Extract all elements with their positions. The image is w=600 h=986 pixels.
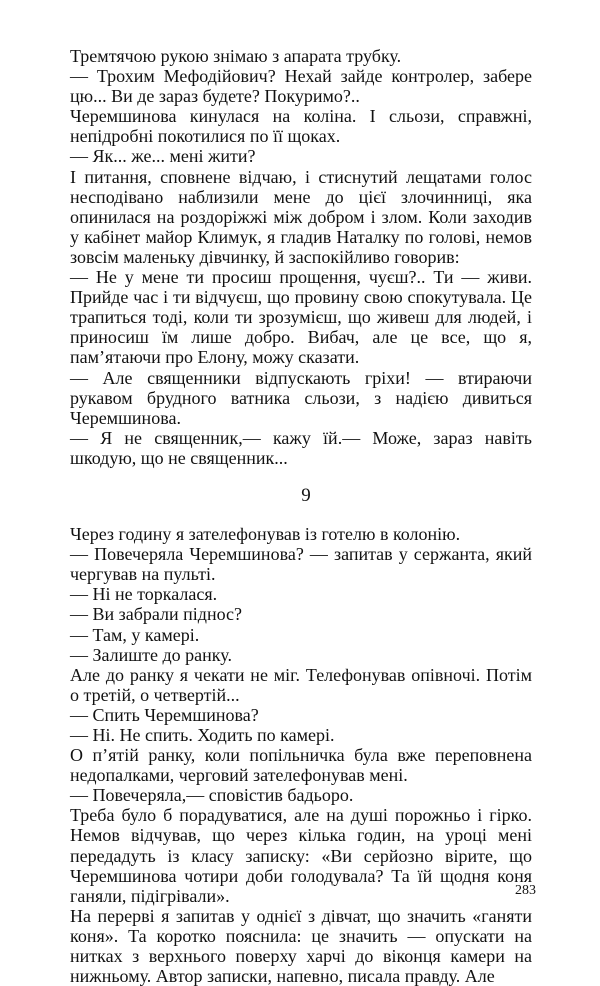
- paragraph: — Але священники відпускають гріхи! — втираючи рукавом брудного ватника сльози, з надією дивиться Черемшинова.: [70, 367, 532, 428]
- paragraph: — Там, у камері.: [70, 624, 200, 645]
- paragraph: — Я не священник,— кажу їй.— Може, зараз навіть шкодую, що не священник...: [70, 427, 532, 468]
- paragraph: На перерві я запитав у однієї з дівчат, що значить «ганяти коня». Та коротко пояснила: це значить — опускати на нитках з верхнього поверху харчі до віконця камери на нижньому. Автор записки, напевно, писала правду. Але: [70, 905, 532, 986]
- paragraph: — Ні. Не спить. Ходить по камері.: [70, 725, 335, 745]
- paragraph: — Ви забрали піднос?: [70, 604, 243, 625]
- paragraph: І питання, сповнене відчаю, і стиснутий лещатами голос несподівано наблизили мене до цієї злочинниці, яка опинилася на роздоріжжі між добром і злом. Коли заходив у кабінет майор Климук, я гладив Наталку по голові, немов зовсім маленьку дівчинку, й заспокійливо говорив:: [70, 166, 532, 267]
- paragraph: — Не у мене ти просиш прощення, чуєш?.. Ти — живи. Прийде час і ти відчуєш, що провину свою спокутувала. Це трапиться тоді, коли ти зрозумієш, що живеш для людей, і приносиш їм лише добро. Вибач, але це все, що я, пам’ятаючи про Елону, можу сказати.: [70, 267, 532, 368]
- paragraph: Тремтячою рукою знімаю з апарата трубку.: [70, 46, 402, 66]
- paragraph: — Ні не торкалася.: [70, 584, 218, 605]
- paragraph: О п’ятій ранку, коли попільничка була вже переповнена недопалками, черговий зателефонував мені.: [70, 745, 532, 786]
- paragraph: — Трохим Мефодійович? Нехай зайде контролер, забере цю... Ви де зараз будете? Покуримо?..: [70, 66, 532, 107]
- paragraph: — Повечеряла Черемшинова? — запитав у сержанта, який чергував на пульті.: [70, 544, 532, 585]
- paragraph: Але до ранку я чекати не міг. Телефонував опівночі. Потім о третій, о четвертій...: [70, 664, 532, 705]
- paragraph: — Повечеряла,— сповістив бадьоро.: [70, 785, 354, 806]
- paragraph: Через годину я зателефонував із готелю в колонію.: [70, 524, 461, 545]
- paragraph: — Як... же... мені жити?: [70, 146, 256, 167]
- paragraph: — Спить Черемшинова?: [70, 704, 259, 725]
- paragraph: Треба було б порадуватися, але на душі порожньо і гірко. Немов відчував, що через кілька годин, на уроці мені передадуть із класу записку: «Ви серйозно вірите, що Черемшинова чотири доби голодувала? Та їй щодня коня ганяли, підігрівали».: [70, 805, 532, 906]
- page-number: 283: [515, 883, 536, 898]
- page-body: [70, 46, 532, 986]
- paragraph: — Залиште до ранку.: [70, 644, 232, 665]
- paragraph: Черемшинова кинулася на коліна. І сльози, справжні, непідробні покотилися по її щоках.: [70, 106, 532, 147]
- chapter-number: 9: [301, 484, 311, 506]
